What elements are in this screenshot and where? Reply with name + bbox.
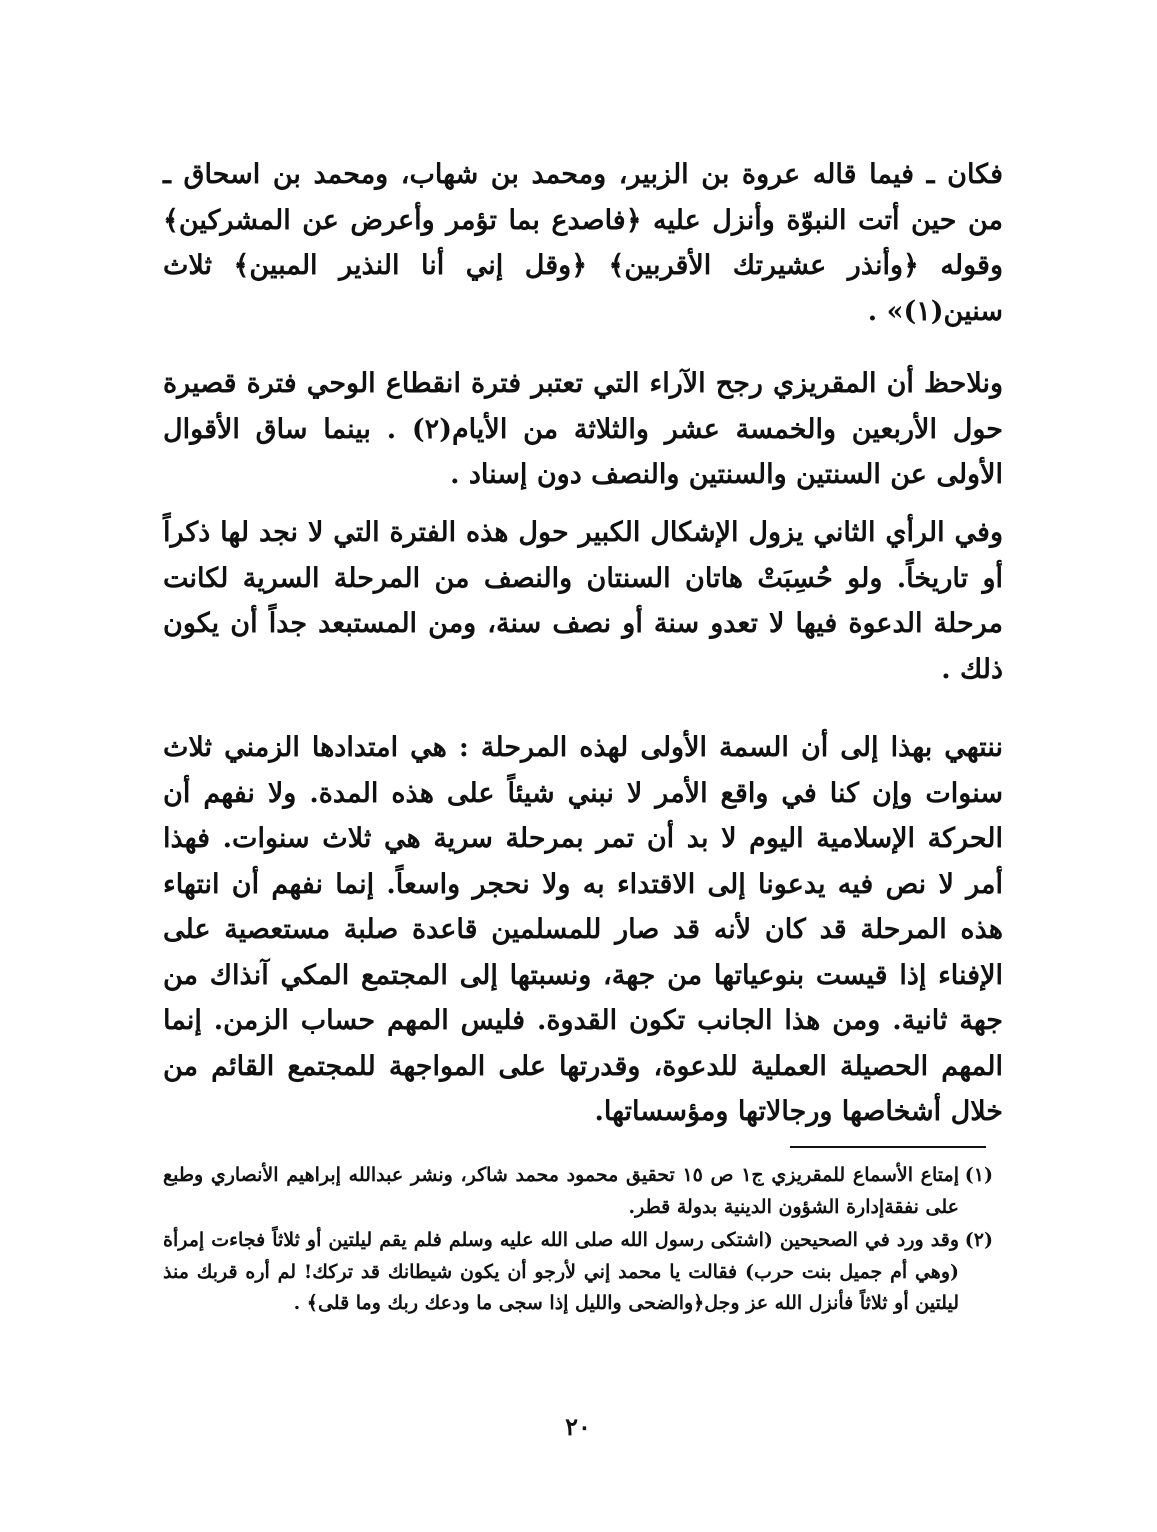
footnote-1: [163, 1160, 993, 1223]
footnote-1-number: (١): [964, 1164, 993, 1186]
paragraph-2: ونلاحظ أن المقريزي رجح الآراء التي تعتبر فترة انقطاع الوحي فترة قصيرة حول الأربعين والخمسة عشر والثلاثة من الأيام(٢) . بينما ساق الأقوال الأولى عن السنتين والسنتين والنصف دون إسناد .: [163, 368, 1003, 490]
footnote-1-text: إمتاع الأسماع للمقريزي ج١ ص ١٥ تحقيق محمود محمد شاكر، ونشر عبدالله إبراهيم الأنصاري وطبع على نفقةإدارة الشؤون الدينية بدولة قطر.: [163, 1164, 959, 1218]
paragraph-4: ننتهي بهذا إلى أن السمة الأولى لهذه المرحلة : هي امتدادها الزمني ثلاث سنوات وإن كنا في واقع الأمر لا نبني شيئاً على هذه المدة. ولا نفهم أن الحركة الإسلامية اليوم لا بد أن تمر بمرحلة سرية هي ثلاث سنوات. فهذا أمر لا نص فيه يدعونا إلى الاقتداء به ولا نحجر واسعاً. إنما نفهم أن انتهاء هذه المرحلة قد كان لأنه قد صار للمسلمين قاعدة صلبة مستعصية على الإفناء إذا قيست بنوعياتها من جهة، ونسبتها إلى المجتمع المكي آنذاك من جهة ثانية. ومن هذا الجانب تكون القدوة. فليس المهم حساب الزمن. إنما المهم الحصيلة العملية للدعوة، وقدرتها على المواجهة للمجتمع القائم من خلال أشخاصها ورجالاتها ومؤسساتها.: [163, 732, 1003, 1127]
paragraph-1: فكان ـ فيما قاله عروة بن الزبير، ومحمد بن شهاب، ومحمد بن اسحاق ـ من حين أتت النبوّة وأنزل عليه ﴿فاصدع بما تؤمر وأعرض عن المشركين﴾ وقوله ﴿وأنذر عشيرتك الأقربين﴾ ﴿وقل إني أنا النذير المبين﴾ ثلاث سنين(١)» .: [163, 159, 1003, 327]
footnote-divider: [790, 1146, 986, 1148]
footnote-2-text: وقد ورد في الصحيحين (اشتكى رسول الله صلى الله عليه وسلم فلم يقم ليلتين أو ثلاثاً فجاءت إمرأة (وهي أم جميل بنت حرب) فقالت يا محمد إني لأرجو أن يكون شيطانك قد تركك! لم أره قربك منذ ليلتين أو ثلاثاً فأنزل الله عز وجل﴿والضحى والليل إذا سجى ما ودعك ربك وما قلى﴾ .: [163, 1229, 959, 1314]
page-number: ٢٠: [565, 1412, 591, 1441]
footnote-2-number: (٢): [964, 1229, 993, 1251]
footnotes: [163, 1160, 993, 1322]
footnote-2: [163, 1225, 993, 1320]
paragraph-3: وفي الرأي الثاني يزول الإشكال الكبير حول هذه الفترة التي لا نجد لها ذكراً أو تاريخاً. ولو حُسِبَتْ هاتان السنتان والنصف من المرحلة السرية لكانت مرحلة الدعوة فيها لا تعدو سنة أو نصف سنة، ومن المستبعد جداً أن يكون ذلك .: [163, 517, 1003, 685]
